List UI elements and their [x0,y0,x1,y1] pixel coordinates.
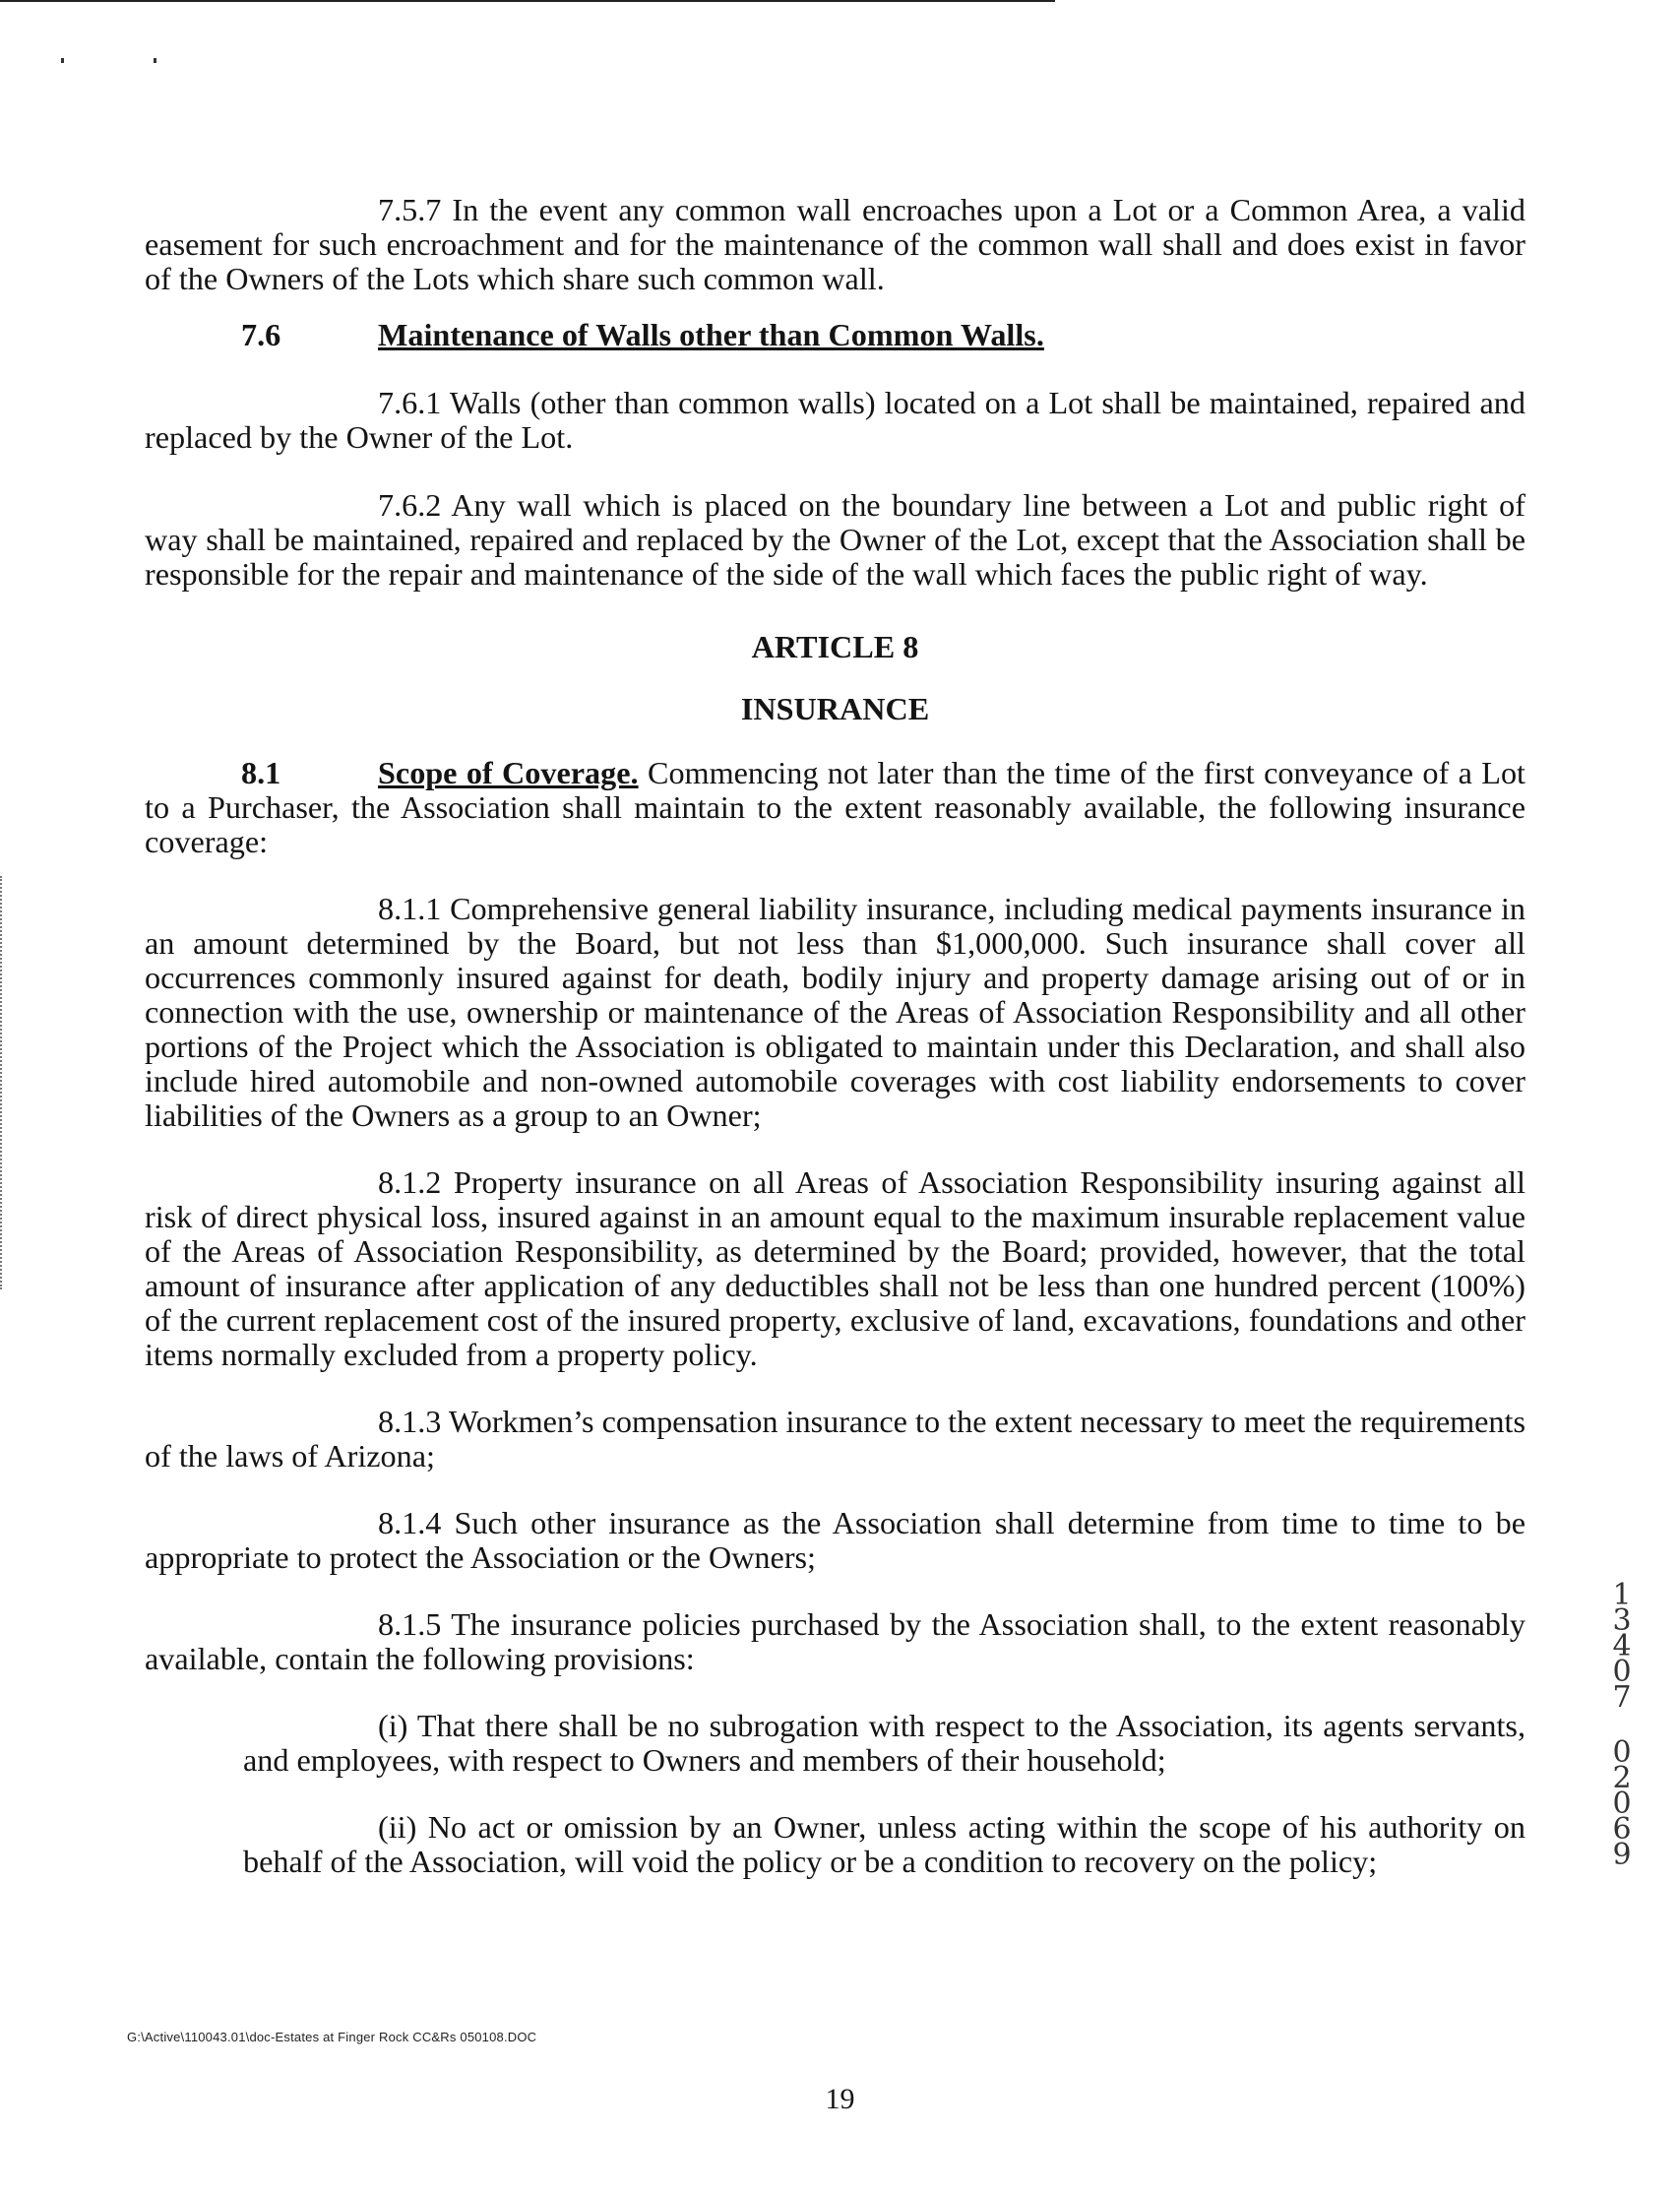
paragraph-7-6-2: 7.6.2 Any wall which is placed on the boundary line between a Lot and public right of way shall be maintained, repaired and replaced by the Owner of the Lot, except that the Association shall be responsible for the repair and maintenance of the side of the wall which faces the public right of way. [145,487,1525,592]
stamp-digit: 6 [1612,1812,1632,1847]
paragraph-7-5-7: 7.5.7 In the event any common wall encroaches upon a Lot or a Common Area, a valid easement for such encroachment and for the maintenance of the common wall shall and does exist in favor of the Owners of the Lots which share such common wall. [145,192,1525,296]
document-body [145,193,1525,1879]
paragraph-ii: (ii) No act or omission by an Owner, unless acting within the scope of his authority on behalf of the Association, will void the policy or be a condition to recovery on the policy; [243,1809,1525,1879]
section-8-1-text: Commencing not later than the time of the first conveyance of a Lot to a Purchaser, the Association shall maintain to the extent reasonably available, the following insurance coverage: [145,755,1525,859]
article-title: INSURANCE [740,691,930,726]
scan-speck [154,58,156,63]
recording-stamp [1602,1578,1642,1872]
paragraph-8-1-4: 8.1.4 Such other insurance as the Association shall determine from time to time to be appropriate to protect the Association or the Owners; [145,1505,1525,1575]
stamp-digit: 0 [1612,1735,1632,1770]
article-label: ARTICLE 8 [751,629,919,664]
stamp-digit: 3 [1612,1603,1632,1638]
footer-file-path: G:\Active\110043.01\doc-Estates at Finger Rock CC&Rs 050108.DOC [127,2030,537,2044]
paragraph-8-1-5: 8.1.5 The insurance policies purchased by the Association shall, to the extent reasonably available, contain the following provisions: [145,1606,1525,1676]
stamp-digit: 9 [1612,1838,1632,1872]
stamp-digit: 4 [1612,1629,1632,1663]
paragraph-i: (i) That there shall be no subrogation with respect to the Association, its agents servants, and employees, with respect to Owners and members of their household; [243,1708,1525,1778]
stamp-digit: 1 [1612,1578,1632,1612]
section-8-1 [145,756,1525,859]
page-number: 19 [825,2083,855,2115]
stamp-digit: 7 [1612,1680,1632,1715]
section-number: 8.1 [241,755,281,790]
section-heading-7-6 [145,318,1525,352]
paragraph-8-1-3: 8.1.3 Workmen’s compensation insurance to the extent necessary to meet the requirements of the laws of Arizona; [145,1404,1525,1473]
paragraph-8-1-1: 8.1.1 Comprehensive general liability insurance, including medical payments insurance in an amount determined by the Board, but not less than $1,000,000. Such insurance shall cover all occurrences commonly insured against for death, bodily injury and property damage arising out of or in connection with the use, ownership or maintenance of the Areas of Association Responsibility and all other portions of the Project which the Association is obligated to maintain under this Declaration, and shall also include hired automobile and non-owned automobile coverages with cost liability endorsements to cover liabilities of the Owners as a group to an Owner; [145,891,1525,1133]
paragraph-7-6-1: 7.6.1 Walls (other than common walls) located on a Lot shall be maintained, repaired and replaced by the Owner of the Lot. [145,385,1525,455]
scan-edge-marks [0,876,4,1289]
top-scan-line [0,0,1055,2]
section-title: Maintenance of Walls other than Common Walls. [378,317,1044,352]
scan-speck [61,58,64,63]
section-number: 7.6 [241,317,281,352]
section-title: Scope of Coverage. [378,755,639,790]
paragraph-8-1-2: 8.1.2 Property insurance on all Areas of Association Responsibility insuring against all risk of direct physical loss, insured against in an amount equal to the maximum insurable replacement value of the Areas of Association Responsibility, as determined by the Board; provided, however, that the total amount of insurance after application of any deductibles shall not be less than one hundred percent (100%) of the current replacement cost of the insured property, exclusive of land, excavations, foundations and other items normally excluded from a property policy. [145,1164,1525,1372]
stamp-digit: 0 [1612,1655,1632,1689]
stamp-digit: 0 [1612,1787,1632,1821]
stamp-digit: 2 [1612,1761,1632,1795]
